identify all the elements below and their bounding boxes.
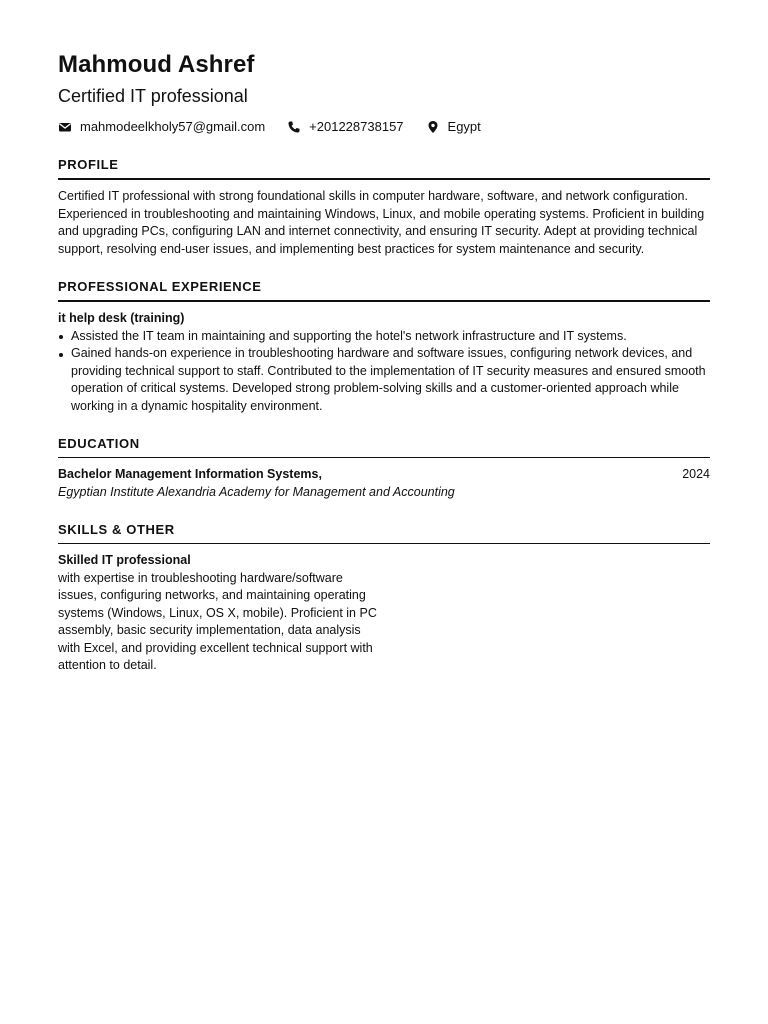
envelope-icon bbox=[58, 120, 72, 134]
location-text: Egypt bbox=[447, 119, 481, 134]
job-bullets bbox=[58, 328, 710, 416]
candidate-title: Certified IT professional bbox=[58, 86, 248, 106]
location-pin-icon bbox=[426, 120, 440, 134]
bullet-dot-icon bbox=[59, 335, 63, 339]
contact-row bbox=[58, 118, 710, 136]
job-bullet bbox=[58, 328, 710, 346]
skills-block bbox=[58, 552, 378, 675]
experience-heading: PROFESSIONAL EXPERIENCE bbox=[58, 278, 710, 302]
candidate-name: Mahmoud Ashref bbox=[58, 51, 255, 78]
contact-email[interactable] bbox=[58, 118, 265, 136]
skill-text: with expertise in troubleshooting hardware/software issues, configuring networks, and maintaining operating systems (Windows, Linux, OS X, mobile). Proficient in PC assembly, basic security implementation, data analysis with Excel, and providing excellent technical support with attention to detail. bbox=[58, 570, 377, 672]
experience-section bbox=[58, 278, 710, 415]
education-heading: EDUCATION bbox=[58, 435, 710, 458]
education-school: Egyptian Institute Alexandria Academy for Management and Accounting bbox=[58, 484, 455, 499]
contact-location bbox=[426, 118, 481, 136]
education-row bbox=[58, 466, 710, 484]
profile-text: Certified IT professional with strong foundational skills in computer hardware, software, and network configuration. Experienced in troubleshooting and maintaining Windows, Linux, and mobile operating systems. Proficient in building and upgrading PCs, configuring LAN and internet connectivity, and ensuring IT security. Adept at providing technical support, resolving end-user issues, and implementing best practices for system maintenance and security. bbox=[58, 189, 705, 256]
education-year: 2024 bbox=[682, 467, 710, 481]
phone-text: +201228738157 bbox=[309, 119, 404, 134]
job-bullet-text: Assisted the IT team in maintaining and supporting the hotel's network infrastructure and IT systems. bbox=[71, 328, 627, 343]
education-degree: Bachelor Management Information Systems, bbox=[58, 467, 322, 481]
education-entry bbox=[58, 466, 710, 501]
job-title: it help desk (training) bbox=[58, 311, 185, 325]
skills-heading: SKILLS & OTHER bbox=[58, 521, 710, 544]
email-text: mahmodeelkholy57@gmail.com bbox=[80, 119, 266, 134]
skills-section bbox=[58, 521, 710, 675]
skill-title: Skilled IT professional bbox=[58, 553, 191, 567]
job-bullet bbox=[58, 345, 710, 415]
job-entry bbox=[58, 310, 710, 415]
profile-section bbox=[58, 156, 710, 258]
contact-phone[interactable] bbox=[287, 118, 403, 136]
bullet-dot-icon bbox=[59, 353, 63, 357]
education-section bbox=[58, 435, 710, 501]
phone-icon bbox=[287, 120, 301, 134]
profile-heading: PROFILE bbox=[58, 156, 710, 180]
job-bullet-text: Gained hands-on experience in troubleshooting hardware and software issues, configuring network devices, and providing technical support to staff. Contributed to the implementation of IT security measures and ensured smooth operation of critical systems. Developed strong problem-solving skills and a customer-oriented approach while working in a dynamic hospitality environment. bbox=[71, 346, 706, 413]
